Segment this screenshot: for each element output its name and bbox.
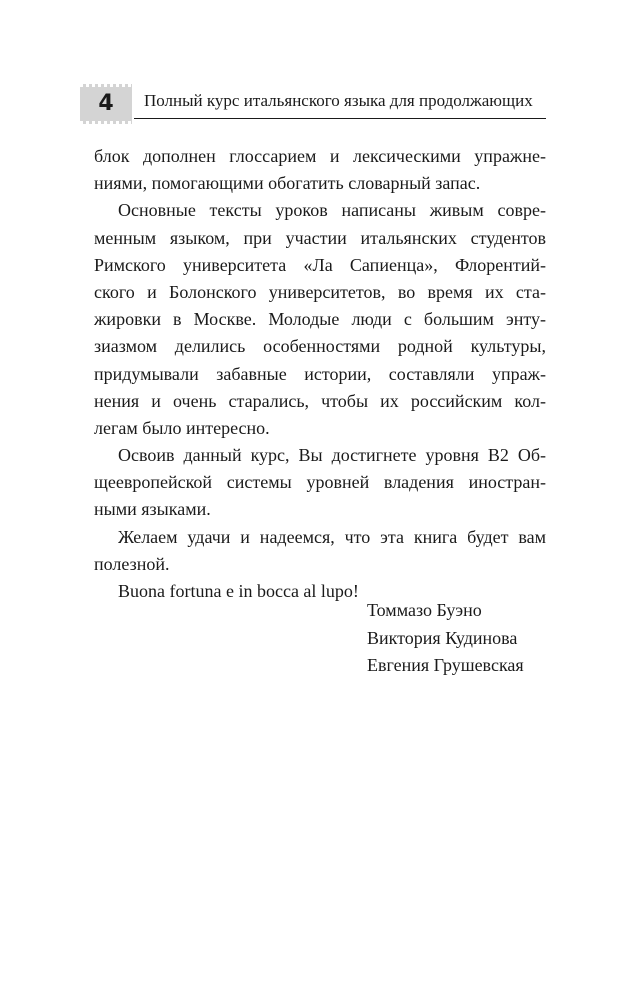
paragraph-4-line: полезной.: [94, 553, 170, 574]
paragraph-2-line: жировки в Москве. Молодые люди с большим энту-: [94, 309, 546, 330]
page-number: 4: [98, 91, 114, 116]
running-header: [80, 84, 546, 126]
paragraph-1-line: ниями, помогающими обогатить словарный запас.: [94, 173, 481, 194]
paragraph-4-line: Желаем удачи и надеемся, что эта книга будет вам: [118, 526, 546, 547]
paragraph-3-line: ными языками.: [94, 499, 211, 520]
paragraph-2-line: зиазмом делились особенностями родной культуры,: [94, 336, 546, 357]
paragraph-2-line: нения и очень старались, чтобы их российским кол-: [94, 390, 546, 411]
signatures-block: [367, 597, 524, 680]
paragraph-2-line: Основные тексты уроков написаны живым совре-: [118, 200, 546, 221]
paragraph-5-line: Buona fortuna e in bocca al lupo!: [118, 581, 359, 601]
paragraph-2-line: придумывали забавные истории, составляли упраж-: [94, 363, 546, 384]
paragraph-3-line: Освоив данный курс, Вы достигнете уровня B2 Об-: [118, 445, 546, 466]
paragraph-1-line: блок дополнен глоссарием и лексическими упражне-: [94, 146, 546, 166]
paragraph-3-line: щеевропейской системы уровней владения иностран-: [94, 472, 546, 493]
body-text: [94, 143, 546, 605]
signature-author: Виктория Кудинова: [367, 627, 518, 648]
paragraph-2-line: легам было интересно.: [94, 417, 270, 438]
signature-author: Евгения Грушевская: [367, 655, 524, 675]
signature-author: Томмазо Буэно: [367, 600, 482, 620]
paragraph-2-line: Римского университета «Ла Сапиенца», Флорентий-: [94, 254, 546, 275]
paragraph-2-line: менным языком, при участии итальянских студентов: [94, 227, 546, 248]
header-rule: [134, 118, 546, 119]
paragraph-2-line: ского и Болонского университетов, во время их ста-: [94, 281, 546, 302]
running-title: Полный курс итальянского языка для продолжающих: [144, 91, 533, 110]
